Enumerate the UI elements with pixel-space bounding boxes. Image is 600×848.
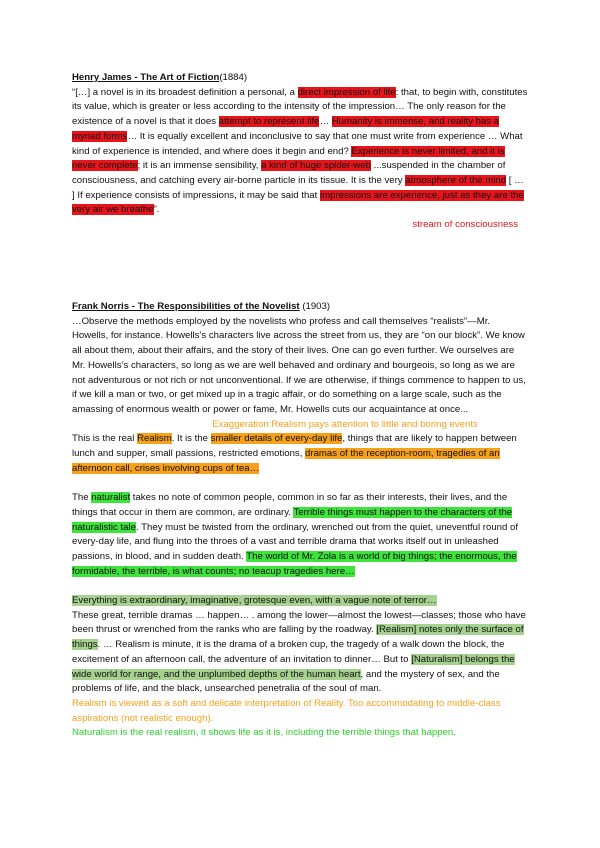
highlight-realism-surface: [Realism] notes only the surface of things: [72, 624, 524, 651]
norris-paragraph-1: …Observe the methods employed by the novelists who profess and call themselves “realists”—Mr. Howells, for instance. Howells’s characters live across the street from us, they are “on our block”. We know all about them, about their affairs, and the story of their lives. One can go even further. We ourselves are Mr. Howells’s characters, so long as we are well behaved and ordinary and bourgeois, so long as we are not adventurous or not rich or not unconventional. If we are otherwise, if things commence to happen to us, if we kill a man or two, or get mixed up in a tragic affair, or do something on a large scale, such as the amassing of enormous wealth or power or fame, Mr. Howells cuts our acquaintance at once...: [72, 315, 526, 415]
highlight-atmosphere: atmosphere of the mind: [405, 174, 507, 186]
james-section: [72, 71, 528, 233]
highlight-spider-web: a kind of huge spider-web: [261, 160, 371, 172]
highlight-naturalist: naturalist: [91, 492, 131, 504]
highlight-terrible-things: Terrible things must happen to the characters of the naturalistic tale: [72, 506, 513, 533]
norris-title: Frank Norris - The Responsibilities of the Novelist: [72, 301, 300, 312]
norris-paragraph-2: This is the real Realism. It is the smaller details of every-day life, things that are likely to happen between lunch and supper, small passions, restricted emotions, dramas of the reception-room, tragedies of an afternoon call, crises involving cups of tea…: [72, 433, 517, 474]
norris-paragraph-4: Everything is extraordinary, imaginative, grotesque even, with a vague note of terror… These great, terrible dramas … happen… . among the lower—almost the lowest—classes; those who have been thrust or wrenched from the ranks who are falling by the roadway. [Realism] notes only the surface of things. … Realism is minute, it is the drama of a broken cup, the tragedy of a walk down the block, the excitement of an afternoon call, the adventure of an invitation to dinner… But to [Naturalism] belongs the wide world for range, and the unplumbed depths of the human heart, and the mystery of sex, and the problems of life, and the black, unsearched penetralia of the soul of man.: [72, 595, 526, 695]
spacer: [72, 476, 528, 491]
james-title: Henry James - The Art of Fiction: [72, 72, 220, 83]
note-naturalism-real: Naturalism is the real realism, it shows life as it is, including the terrible things that happen.: [72, 727, 456, 739]
note-stream-of-consciousness: stream of consciousness: [412, 219, 518, 231]
james-heading: [72, 71, 528, 86]
spacer: [72, 579, 528, 594]
note-exaggeration: Exaggeration:Realism pays attention to little and boring events: [212, 418, 478, 430]
highlight-humanity: Humanity is immense, and reality has a myriad forms: [72, 116, 500, 142]
highlight-represent-life: attempt to represent life: [218, 116, 320, 128]
norris-year: (1903): [302, 301, 331, 312]
highlight-dramas: dramas of the reception-room, tragedies of an afternoon call, crises involving cups of tea: [72, 448, 500, 474]
highlight-realism: Realism: [137, 433, 172, 445]
highlight-experience: Experience is never limited, and it is never complete: [72, 145, 505, 172]
note-realism-soft: Realism is viewed as a soft and delicate interpretation of Reality. Too accommodating to middle-class aspirations (not realistic enough).: [72, 697, 501, 724]
norris-section: [72, 300, 528, 741]
highlight-smaller-details: smaller details of every-day life: [210, 433, 343, 445]
norris-heading: [72, 300, 528, 315]
highlight-everything-extraordinary: Everything is extraordinary, imaginative, grotesque even, with a vague note of terror…: [72, 595, 437, 607]
highlight-direct-impression: direct impression of life: [297, 86, 396, 98]
norris-paragraph-3: The naturalist takes no note of common people, common in so far as their interests, their lives, and the things that occur in them are common, are ordinary. Terrible things must happen to the characters of the naturalistic tale. They must be twisted from the ordinary, wrenched out from the quiet, uneventful round of every-day life, and flung into the throes of a vast and terrible drama that works itself out in unleashed passions, in blood, and in sudden death. The world of Mr. Zola is a world of big things; the enormous, the formidable, the terrible, is what counts; no teacup tragedies here…: [72, 492, 518, 577]
highlight-impressions: impressions are experience, just as they are the very air we breathe: [72, 189, 524, 216]
highlight-naturalism-range: [Naturalism] belongs the wide world for range, and the unplumbed depths of the human heart: [72, 653, 515, 680]
james-year: (1884): [219, 72, 248, 83]
james-quote: “[…] a novel is in its broadest definition a personal, a direct impression of life: that, to begin with, constitutes its value, which is greater or less according to the intensity of the impression… The only reason for the existence of a novel is that it does attempt to represent life… Humanity is immense, and reality has a myriad forms… It is equally excellent and inconclusive to say that one must write from experience … What kind of experience is intended, and where does it begin and end? Experience is never limited, and it is never complete; it is an immense sensibility, a kind of huge spider-web ...suspended in the chamber of consciousness, and catching every air-borne particle in its tissue. It is the very atmosphere of the mind [ … ] If experience consists of impressions, it may be said that impressions are experience, just as they are the very air we breathe”.: [72, 86, 528, 216]
highlight-world-of-zola: The world of Mr. Zola is a world of big things; the enormous, the formidable, the terrible, is what counts; no teacup tragedies here…: [72, 550, 517, 577]
